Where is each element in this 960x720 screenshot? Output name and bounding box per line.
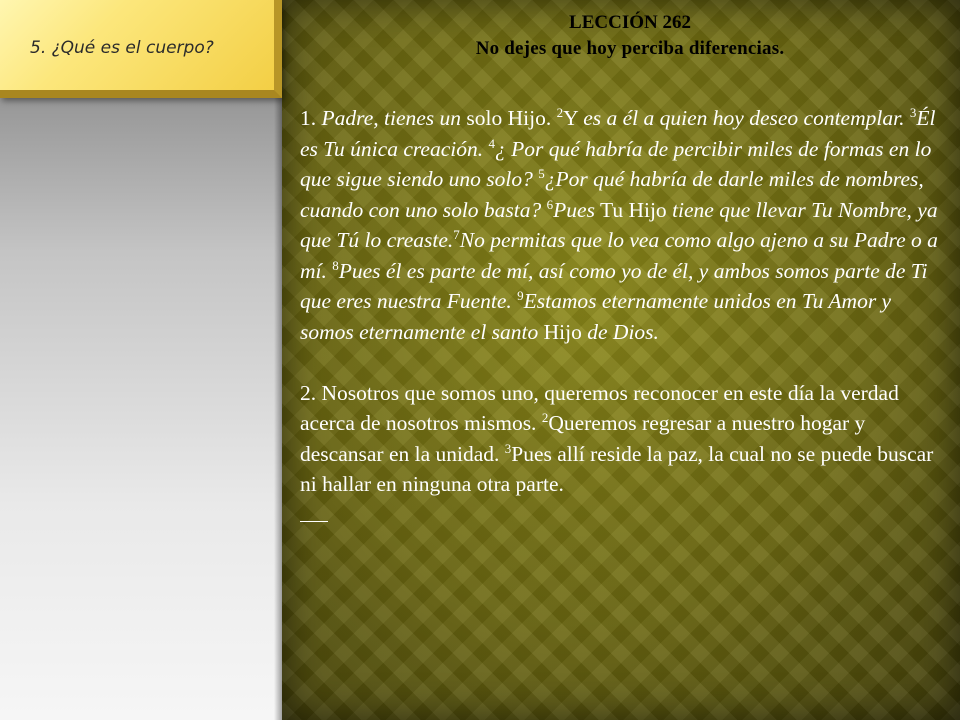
sentence-6b: Tu Hijo (599, 197, 667, 222)
sentence-2: Queremos regresar a nuestro hogar y descansar en la unidad. (300, 411, 866, 466)
lesson-body (300, 103, 940, 530)
lesson-title: No dejes que hoy perciba diferencias. (475, 38, 785, 59)
left-gradient-panel (0, 0, 282, 720)
sentence-3: Él es Tu única creación. (300, 106, 936, 161)
verse-marker: 7 (453, 226, 460, 242)
verse-marker: 6 (546, 196, 554, 212)
verse-marker: 9 (517, 287, 524, 303)
section-title-tab (0, 0, 282, 98)
sentence-9b: Hijo (543, 319, 582, 344)
verse-marker: 2 (556, 104, 564, 120)
sentence-6c: tiene que llevar Tu Nombre, ya que Tú lo creaste. (300, 197, 938, 252)
verse-marker: 4 (488, 135, 495, 151)
sentence-5: ¿Por qué habría de darle miles de nombres, cuando con uno solo basta? (300, 167, 924, 222)
sentence-8: Pues él es parte de mí, así como yo de él, y ambos somos parte de Ti que eres nuestra Fuente. (300, 258, 928, 313)
verse-marker: 8 (332, 257, 339, 273)
end-rule (300, 503, 328, 522)
paragraph-2 (300, 378, 940, 500)
lesson-number: LECCIÓN 262 (569, 12, 691, 33)
sentence-1: 2. Nosotros que somos uno, queremos reconocer en este día la verdad acerca de nosotros mismos. (300, 380, 899, 435)
sentence-6a: Pues (553, 197, 595, 222)
sentence-9a: Estamos eternamente unidos en Tu Amor y somos eternamente el santo (300, 289, 892, 344)
sentence-2b: es a él a quien hoy deseo contemplar. (583, 106, 905, 130)
sentence-2a: Y (563, 106, 578, 130)
paragraph-1 (300, 103, 940, 347)
sentence-4: ¿ Por qué habría de percibir miles de formas en lo que sigue siendo uno solo? (300, 136, 932, 191)
section-title: 5. ¿Qué es el cuerpo? (30, 38, 214, 58)
sentence-1a: Padre, tienes un (321, 106, 462, 130)
paragraph-number: 1. (300, 106, 317, 130)
sentence-7: No permitas que lo vea como algo ajeno a su Padre o a mí. (300, 228, 938, 283)
verse-marker: 5 (538, 165, 545, 181)
verse-marker: 2 (541, 409, 549, 425)
sentence-9c: de Dios. (587, 319, 659, 344)
verse-marker: 3 (909, 104, 917, 120)
verse-marker: 3 (504, 440, 512, 456)
sentence-3: Pues allí reside la paz, la cual no se puede buscar ni hallar en ninguna otra parte. (300, 441, 934, 496)
sentence-1b: solo Hijo. (466, 106, 552, 130)
lesson-heading (300, 10, 960, 62)
